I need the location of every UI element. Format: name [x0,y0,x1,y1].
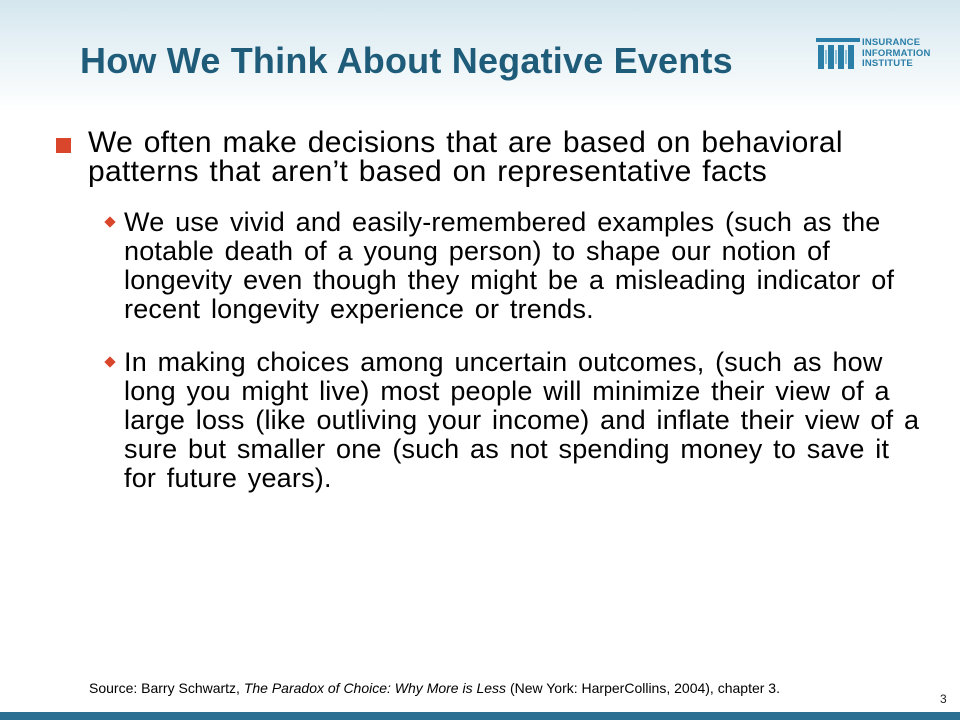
logo-wordmark [862,38,931,70]
sub-bullet-1-text: We use vivid and easily-remembered examples (such as the notable death of a young person) to shape our notion of longevity even though they might be a misleading indicator of recent longevity experience or trends. [124,207,895,324]
logo-line-2: INFORMATION [862,47,931,59]
diamond-bullet-icon [104,216,115,227]
source-prefix: Source: Barry Schwartz, [89,680,244,696]
square-bullet-icon [56,138,71,153]
iii-logo-icon [816,36,860,70]
diamond-bullet-icon [104,356,115,367]
source-citation [89,680,780,696]
page-number: 3 [940,692,947,706]
main-bullet [56,128,926,186]
logo-line-1: INSURANCE [862,37,921,48]
source-suffix: (New York: HarperCollins, 2004), chapter 3. [506,680,780,696]
slide-title: How We Think About Negative Events [80,40,733,81]
footer-bar [0,712,960,720]
sub-bullet-2-text: In making choices among uncertain outcomes, (such as how long you might live) most people will minimize their view of a large loss (like outliving your income) and inflate their view of a sure but smaller one (such as not spending money to save it for future years). [124,347,920,493]
sub-bullet-1 [104,208,926,324]
institute-logo [816,36,952,72]
logo-line-3: INSTITUTE [862,58,913,69]
slide-body [56,128,926,493]
source-book-title: The Paradox of Choice: Why More is Less [243,680,507,696]
main-bullet-text: We often make decisions that are based on behavioral patterns that aren’t based on representative facts [88,126,843,188]
sub-bullet-2 [104,348,926,493]
